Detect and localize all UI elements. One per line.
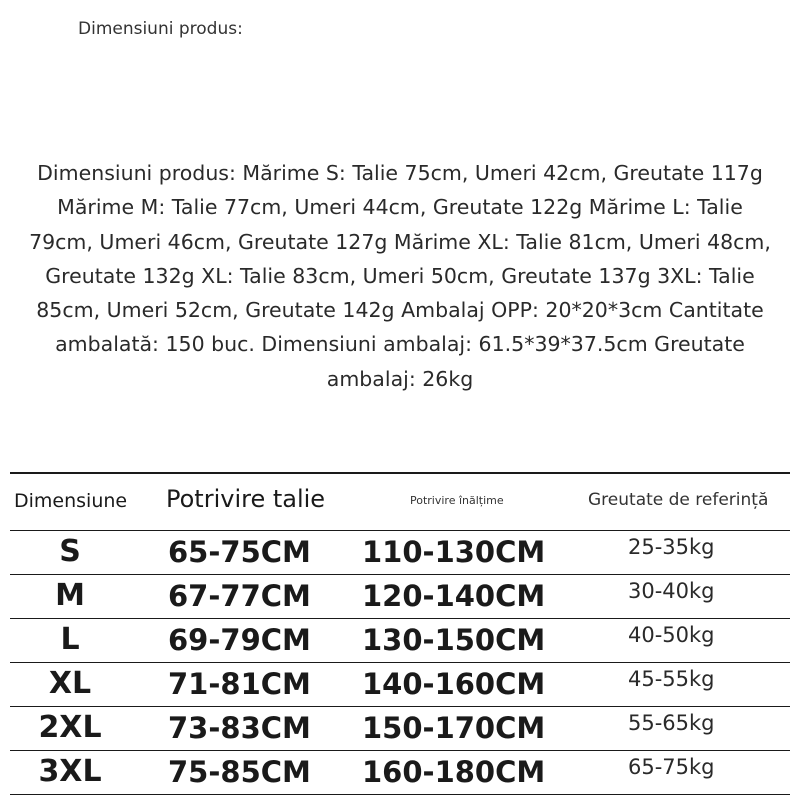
row-weight: 40-50kg <box>628 623 715 647</box>
row-waist: 75-85CM <box>168 755 311 789</box>
row-height: 110-130CM <box>362 535 546 569</box>
row-height: 150-170CM <box>362 711 546 745</box>
product-description: Dimensiuni produs: Mărime S: Talie 75cm, Umeri 42cm, Greutate 117g Mărime M: Talie 77cm, Umeri 44cm, Greutate 122g Mărime L: Talie 79cm, Umeri 46cm, Greutate 127g Mărime XL: Talie 81cm, Umeri 48cm, Greutate 132g XL: Talie 83cm, Umeri 50cm, Greutate 137g 3XL: Talie 85cm, Umeri 52cm, Greutate 142g Ambalaj OPP: 20*20*3cm Cantitate ambalată: 150 buc. Dimensiuni ambalaj: 61.5*39*37.5cm Greutate ambalaj: 26kg <box>29 161 771 391</box>
size-table <box>10 472 790 795</box>
row-waist: 67-77CM <box>168 579 311 613</box>
row-waist: 69-79CM <box>168 623 311 657</box>
header-height: Potrivire înălțime <box>410 494 504 507</box>
row-size: XL <box>48 666 92 701</box>
row-size: M <box>55 578 85 613</box>
table-row <box>10 619 790 663</box>
header-weight: Greutate de referință <box>588 490 769 510</box>
row-size: S <box>59 534 81 569</box>
row-height: 160-180CM <box>362 755 546 789</box>
table-row <box>10 531 790 575</box>
row-weight: 55-65kg <box>628 711 715 735</box>
row-height: 120-140CM <box>362 579 546 613</box>
row-height: 140-160CM <box>362 667 546 701</box>
row-size: 3XL <box>38 754 102 789</box>
row-weight: 65-75kg <box>628 755 715 779</box>
table-header <box>10 474 790 531</box>
row-weight: 25-35kg <box>628 535 715 559</box>
table-row <box>10 663 790 707</box>
row-size: L <box>60 622 80 657</box>
row-size: 2XL <box>38 710 102 745</box>
row-waist: 73-83CM <box>168 711 311 745</box>
row-height: 130-150CM <box>362 623 546 657</box>
row-waist: 71-81CM <box>168 667 311 701</box>
row-weight: 30-40kg <box>628 579 715 603</box>
table-row <box>10 707 790 751</box>
header-size: Dimensiune <box>14 490 128 512</box>
row-waist: 65-75CM <box>168 535 311 569</box>
header-waist: Potrivire talie <box>166 485 326 513</box>
table-row <box>10 575 790 619</box>
row-weight: 45-55kg <box>628 667 715 691</box>
header-label: Dimensiuni produs: <box>78 19 243 39</box>
table-row <box>10 751 790 795</box>
